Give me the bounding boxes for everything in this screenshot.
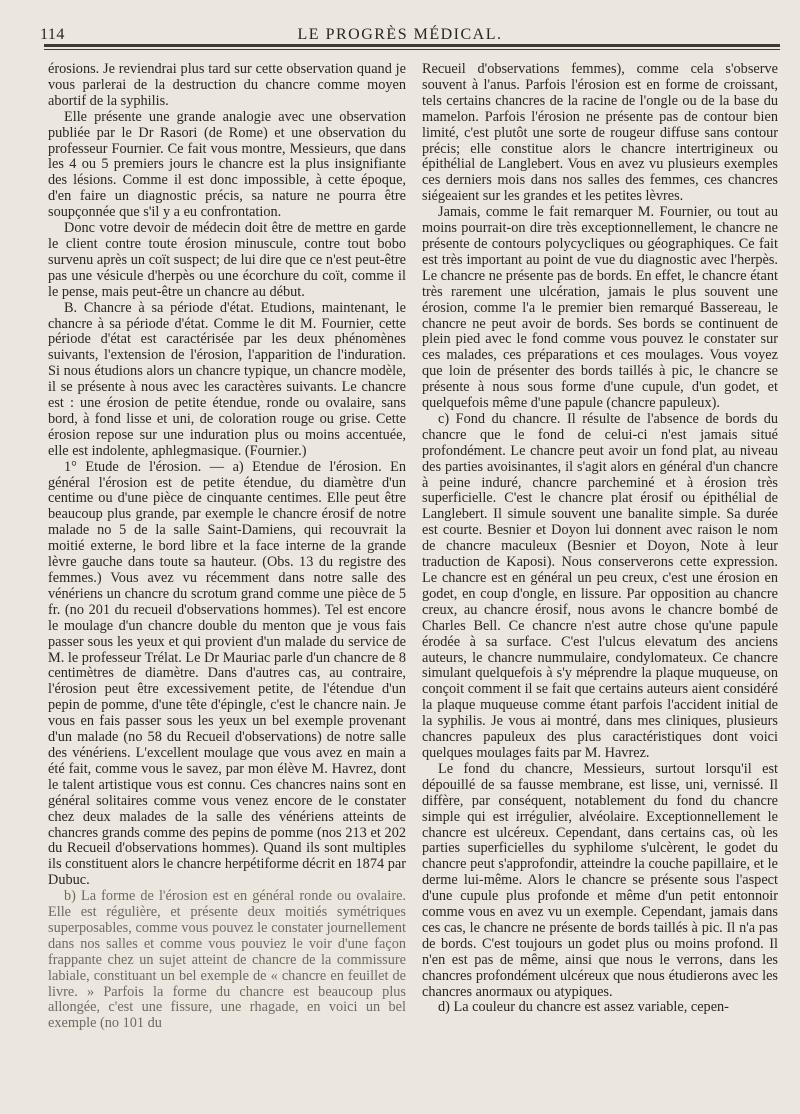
- paragraph: c) Fond du chancre. Il résulte de l'absence de bords du chancre que le fond de celui-ci n'est jamais situé profondément. Le chancre peut avoir un fond plat, au niveau des parties avoisinantes, il s'agit alors en général d'un chancre à peine induré, chancre parcheminé et à érosion très superficielle. C'est le chancre plat érosif ou épithélial de Langlebert. Il simule souvent une banalite simple. Sa durée est courte. Besnier et Doyon lui donnent avec raison le nom de chancre maculeux (Besnier et Doyon, Note à leur traduction de Kaposi). Nous conserverons cette expression. Le chancre est en général un peu creux, c'est une érosion en godet, en coup d'ongle, en lissure. Par opposition au chancre creux, au chancre érosif, nous avons le chancre bombé de Charles Bell. Ce chancre n'est autre chose qu'une papule érodée à sa surface. C'est l'ulcus elevatum des anciens auteurs, le chancre nummulaire, condylomateux. Ce chancre simulant quelquefois à s'y méprendre la plaque muqueuse, on conçoit comment il se fait que certains auteurs aient considéré la plaque muqueuse comme étant parfois l'accident initial de la syphilis. Je vous ai montré, dans mes cliniques, plusieurs chancres papuleux des plus caractéristiques dont voici quelques moulages faits par M. Havrez.: [422, 410, 778, 761]
- paragraph: Donc votre devoir de médecin doit être de mettre en garde le client contre toute érosion minuscule, contre tout bobo survenu après un coït suspect; de lui dire que ce n'est peut-être pas une vésicule d'herpès ou une écorchure du coït, comme il le pense, mais peut-être un chancre au début.: [48, 220, 406, 300]
- paragraph: d) La couleur du chancre est assez variable, cepen-: [438, 999, 729, 1016]
- header-rule-thin: [44, 49, 780, 50]
- running-title: LE PROGRÈS MÉDICAL.: [297, 26, 503, 43]
- paragraph: Recueil d'observations femmes), comme cela s'observe souvent à l'anus. Parfois l'érosion est en forme de croissant, tels certains chancres de la racine de l'ongle ou de la base du mamelon. Parfois l'érosion ne présente pas de contour bien limité, c'est plutôt une sorte de rougeur diffuse sans contour précis; elle constitue alors le chancre intertrigineux ou épithélial de Langlebert. Vous en avez vu plusieurs exemples ces derniers mois dans nos salles des femmes, ces chancres siégeaient sur les grandes et les petites lèvres.: [422, 62, 778, 205]
- paragraph: Jamais, comme le fait remarquer M. Fournier, ou tout au moins pourrait-on dire très exceptionnellement, le chancre ne présente de contours polycycliques ou géographiques. Ce fait est très important au point de vue du diagnostic avec l'herpès. Le chancre ne présente pas de bords. En effet, le chancre étant très rarement une ulcération, jamais le plus souvent une érosion, comme l'a le premier bien remarqué Bassereau, le chancre ne peut avoir de bords. Ses bords se continuent de plein pied avec le fond comme vous pouvez le constater sur ces malades, ces préparations et ces moulages. Vous voyez que loin de présenter des bords taillés à pic, le chancre se présente à nous sous forme d'une cupule, d'un godet, et quelquefois même d'une papule (chancre papuleux).: [422, 204, 778, 412]
- paragraph: 1° Etude de l'érosion. — a) Etendue de l'érosion. En général l'érosion est de petite étendue, du diamètre d'un centime ou d'une pièce de cinquante centimes. Elle peut être beaucoup plus grande, par exemple le chancre érosif de notre malade no 5 de la salle Saint-Damiens, qui recouvrait la moitié externe, le bord libre et la face interne de la grande lèvre gauche dans toute sa hauteur. (Obs. 13 du registre des femmes.) Vous avez vu récemment dans notre salle des vénériens un chancre du scrotum grand comme une pièce de 5 fr. (no 201 du recueil d'observations hommes). Tel est encore le moulage d'un chancre double du menton que je vous fais passer sous les yeux et qui provient d'un malade du service de M. le professeur Trélat. Le Dr Mauriac parle d'un chancre de 8 centimètres de diamètre. Dans d'autres cas, au contraire, l'érosion peut être excessivement petite, de l'étendue d'un pepin de pomme, d'une tête d'épingle, c'est le chancre nain. Je vous en fais passer sous les yeux un bel exemple provenant d'un malade (no 58 du Recueil d'observations) de notre salle des vénériens. L'excellent moulage que vous avez en main a été fait, comme vous le savez, par mon élève M. Havrez, dont le talent artistique vous est connu. Ces chancres nains sont en général solitaires comme vous venez encore de le constater chez deux malades de la salle des vénériens atteints de chancres grands comme des pepins de pomme (nos 213 et 202 du Recueil d'observations hommes). Quand ils sont multiples ils constituent alors le chancre herpétiforme décrit en 1874 par Dubuc.: [48, 458, 406, 889]
- left-column: [48, 62, 406, 1102]
- page-number: 114: [40, 26, 65, 43]
- paragraph: Elle présente une grande analogie avec une observation publiée par le Dr Rasori (de Rome) et une observation du professeur Fournier. Ce fait vous montre, Messieurs, que dans les 4 ou 5 premiers jours le chancre est la plus insignifiante des lésions. Comme il est donc impossible, à cette époque, d'en faire un diagnostic précis, sa nature ne pourra être soupçonnée que s'il y a eu confrontation.: [48, 108, 406, 221]
- page-header: [40, 26, 760, 46]
- paragraph: érosions. Je reviendrai plus tard sur cette observation quand je vous parlerai de la destruction du chancre comme moyen abortif de la syphilis.: [48, 62, 406, 109]
- paragraph: B. Chancre à sa période d'état. Etudions, maintenant, le chancre à sa période d'état. Comme le dit M. Fournier, cette période d'état est caractérisée par les deux phénomènes suivants, l'extension de l'érosion, l'apparition de l'induration. Si nous étudions alors un chancre typique, un chancre modèle, il se présente à nous avec les caractères suivants. Le chancre est : une érosion de petite étendue, ronde ou ovalaire, sans bord, à fond lisse et uni, de coloration rouge ou grise. Cette érosion repose sur une induration plus ou moins accentuée, elle est indolente, aphlegmasique. (Fournier.): [48, 299, 406, 459]
- paragraph: Le fond du chancre, Messieurs, surtout lorsqu'il est dépouillé de sa fausse membrane, est lisse, uni, vernissé. Il diffère, par conséquent, notablement du fond du chancre simple qui est irrégulier, alvéolaire. Exceptionnellement le chancre est ulcéreux. Cependant, dans certains cas, où les parties superficielles du syphilome s'ulcèrent, le godet du chancre peut s'approfondir, atteindre la couche papillaire, et le derme lui-même. Alors le chancre se présente sous l'aspect d'une cupule plus profonde et même d'un petit entonnoir comme vous en avez vu un exemple. Cependant, jamais dans ces cas, le chancre ne présente de bords taillés à pic. Il n'a pas de bords. C'est toujours un godet plus ou moins profond. Il n'en est pas de même, ainsi que nous le verrons, dans les chancres profondément ulcéreux que nous étudierons avec les chancres anormaux ou atypiques.: [422, 760, 778, 1000]
- right-column: [422, 62, 778, 1102]
- paragraph: b) La forme de l'érosion est en général ronde ou ovalaire. Elle est régulière, et présente deux moitiés symétriques superposables, comme vous pouvez le constater journellement dans nos salles et comme vous pouviez le voir d'une façon frappante chez un sujet atteint de chancre de la commissure labiale, constituant un bel exemple de « chancre en feuillet de livre. » Parfois la forme du chancre est beaucoup plus allongée, c'est une fissure, une rhagade, en voici un bel exemple (no 101 du: [48, 888, 406, 1032]
- header-rule-thick: [44, 44, 780, 47]
